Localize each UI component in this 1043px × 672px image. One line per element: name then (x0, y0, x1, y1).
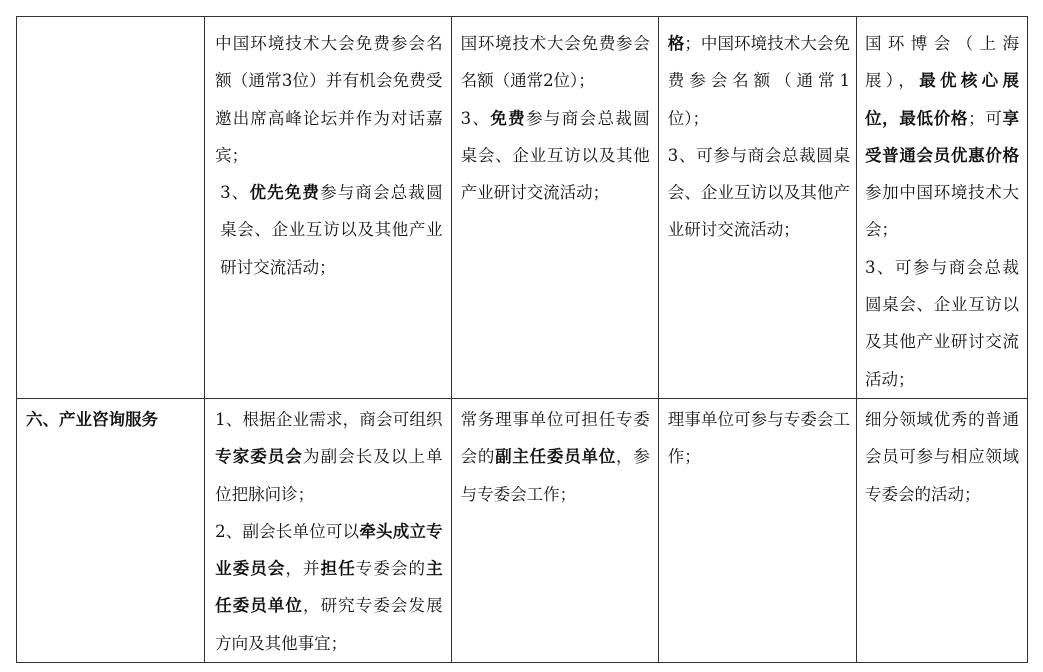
row1-vice-president-cell (205, 17, 451, 399)
row1-col2-item2: 3、免费参与商会总裁圆桌会、企业互访以及其他产业研讨交流活动； (460, 108, 650, 203)
row2-col4-item1: 细分领域优秀的普通会员可参与相应领域专委会的活动； (864, 409, 1019, 504)
table-row (17, 17, 1028, 399)
row2-vice-president-cell (205, 398, 451, 662)
row1-col4-item2: 3、可参与商会总裁圆桌会、企业互访以及其他产业研讨交流活动； (864, 257, 1019, 389)
row2-col1-item1: 1、根据企业需求，商会可组织专家委员会为副会长及以上单位把脉问诊； (215, 409, 443, 504)
row1-col4-item1: 国环博会（上海展），最优核心展位，最低价格；可享受普通会员优惠价格参加中国环境技术大会； (864, 34, 1020, 240)
row1-member-cell (856, 17, 1027, 399)
row1-category-cell (17, 17, 205, 399)
row2-executive-director-cell (451, 398, 658, 662)
row2-col1-item2: 2、副会长单位可以牵头成立专业委员会，并担任专委会的主任委员单位，研究专委会发展方向及其他事宜； (215, 521, 443, 653)
table-row (17, 398, 1028, 662)
row2-col2-item1: 常务理事单位可担任专委会的副主任委员单位，参与专委会工作； (460, 409, 650, 504)
row1-col1-item1: 中国环境技术大会免费参会名额（通常3位）并有机会免费受邀出席高峰论坛并作为对话嘉宾； (215, 34, 443, 165)
row1-executive-director-cell (451, 17, 658, 399)
row1-director-cell (658, 17, 856, 399)
row1-category-text (17, 17, 204, 25)
row1-col3-item1: 格；中国环境技术大会免费参会名额（通常1位）； (667, 34, 850, 128)
row2-category-cell (17, 398, 205, 662)
membership-benefits-table (16, 16, 1028, 663)
row2-director-cell (658, 398, 856, 662)
row2-col3-item1: 理事单位可参与专委会工作； (667, 409, 850, 467)
row2-category-text: 六、产业咨询服务 (26, 409, 158, 429)
row1-col1-item2: 3、优先免费参与商会总裁圆桌会、企业互访以及其他产业研讨交流活动； (220, 183, 443, 277)
row2-member-cell (856, 398, 1027, 662)
row1-col2-item1: 国环境技术大会免费参会名额（通常2位）； (460, 34, 650, 91)
row1-col3-item2: 3、可参与商会总裁圆桌会、企业互访以及其他产业研讨交流活动； (667, 145, 850, 240)
